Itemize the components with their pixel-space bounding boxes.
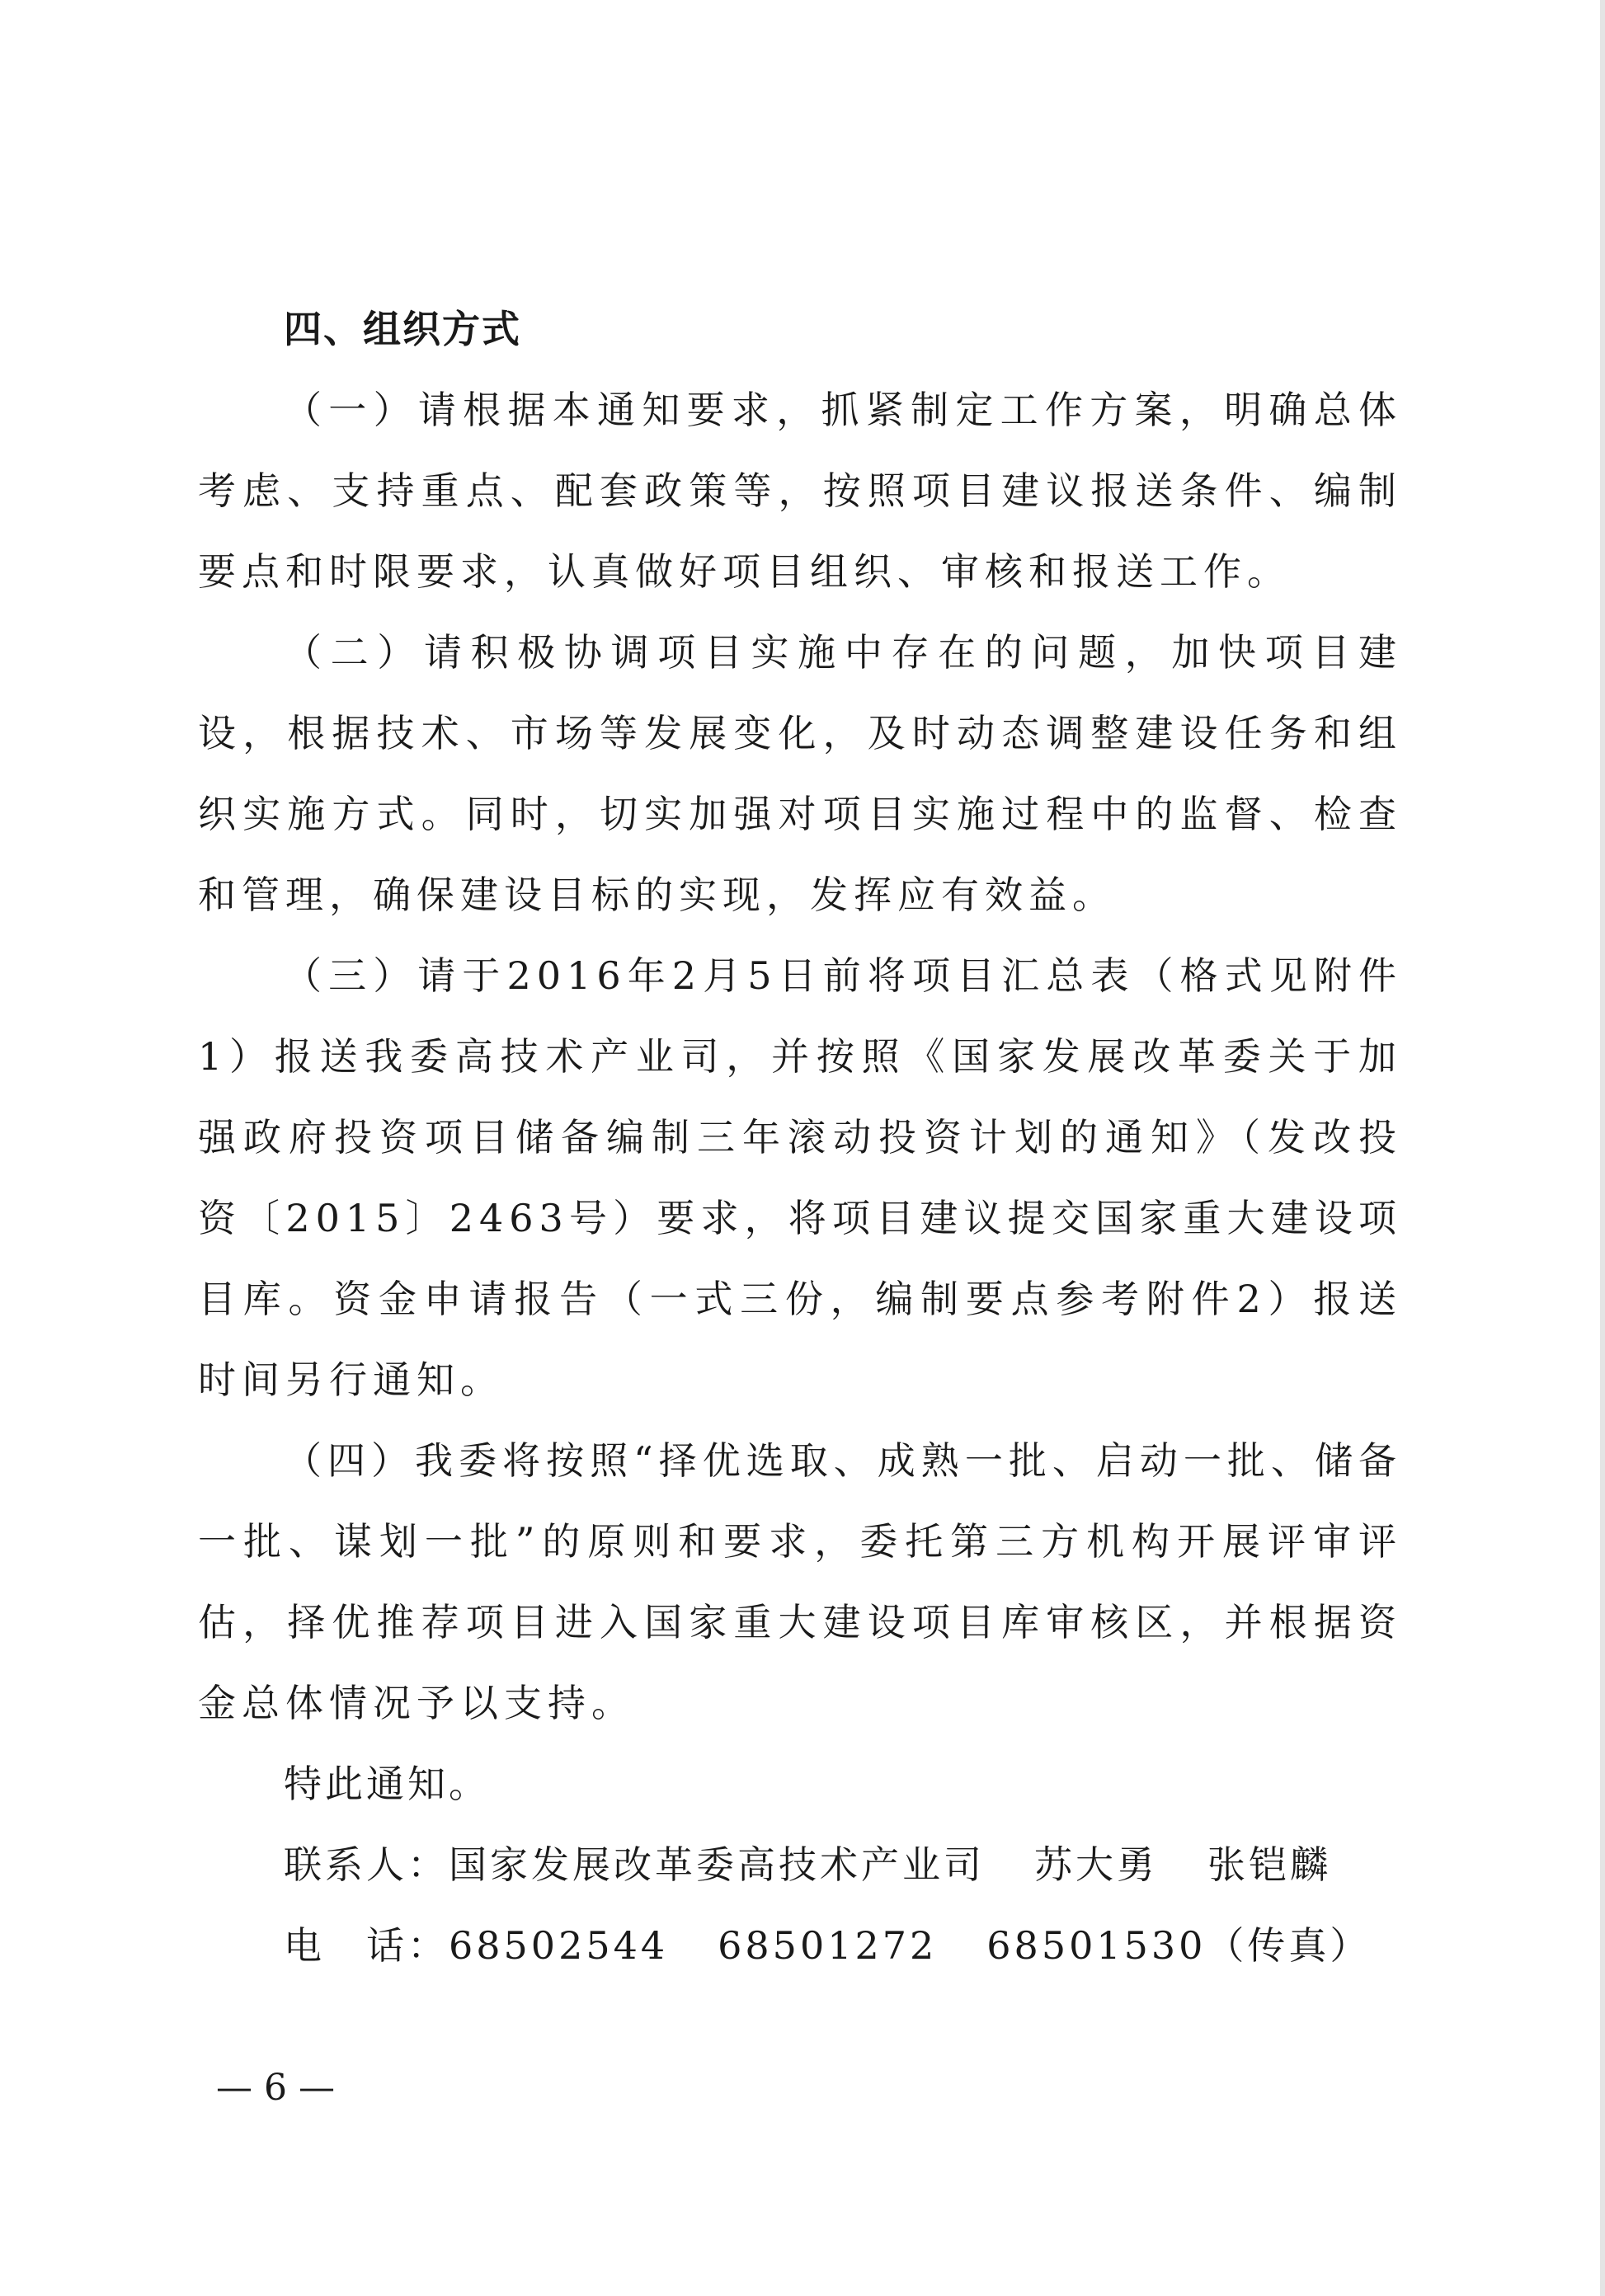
phone-number-1: 68502544 bbox=[449, 1923, 669, 1968]
contact-person-1: 苏大勇 bbox=[1034, 1842, 1158, 1887]
paragraph-2: （二）请积极协调项目实施中存在的问题，加快项目建设，根据技术、市场等发展变化，及时动态调整建设任务和组织实施方式。同时，切实加强对项目实施过程中的监督、检查和管理，确保建设目标的实现，发挥应有效益。 bbox=[198, 630, 1402, 917]
document-body bbox=[198, 289, 1402, 1986]
phone-label: 电 话： bbox=[284, 1923, 449, 1968]
closing-line: 特此通知。 bbox=[284, 1762, 490, 1806]
section-title: 四、组织方式 bbox=[284, 307, 521, 351]
page-edge bbox=[1600, 0, 1605, 2296]
phone-number-2: 68501272 bbox=[718, 1923, 938, 1968]
contact-org: 国家发展改革委高技术产业司 bbox=[449, 1842, 985, 1887]
paragraph-4: （四）我委将按照“择优选取、成熟一批、启动一批、储备一批、谋划一批”的原则和要求，委托第三方机构开展评审评估，择优推荐项目进入国家重大建设项目库审核区，并根据资金总体情况予以支持。 bbox=[198, 1438, 1402, 1725]
page-number: — 6 — bbox=[216, 2067, 335, 2109]
contact-line bbox=[198, 1824, 1402, 1905]
contact-label: 联系人： bbox=[284, 1842, 449, 1887]
contact-person-2: 张铠麟 bbox=[1207, 1842, 1331, 1887]
phone-number-3: 68501530（传真） bbox=[986, 1923, 1372, 1968]
phone-line bbox=[198, 1905, 1402, 1986]
paragraph-1: （一）请根据本通知要求，抓紧制定工作方案，明确总体考虑、支持重点、配套政策等，按照项目建议报送条件、编制要点和时限要求，认真做好项目组织、审核和报送工作。 bbox=[198, 388, 1402, 594]
paragraph-3: （三）请于2016年2月5日前将项目汇总表（格式见附件1）报送我委高技术产业司，并按照《国家发展改革委关于加强政府投资项目储备编制三年滚动投资计划的通知》（发改投资〔2015〕2463号）要求，将项目建议提交国家重大建设项目库。资金申请报告（一式三份，编制要点参考附件2）报送时间另行通知。 bbox=[198, 953, 1402, 1402]
